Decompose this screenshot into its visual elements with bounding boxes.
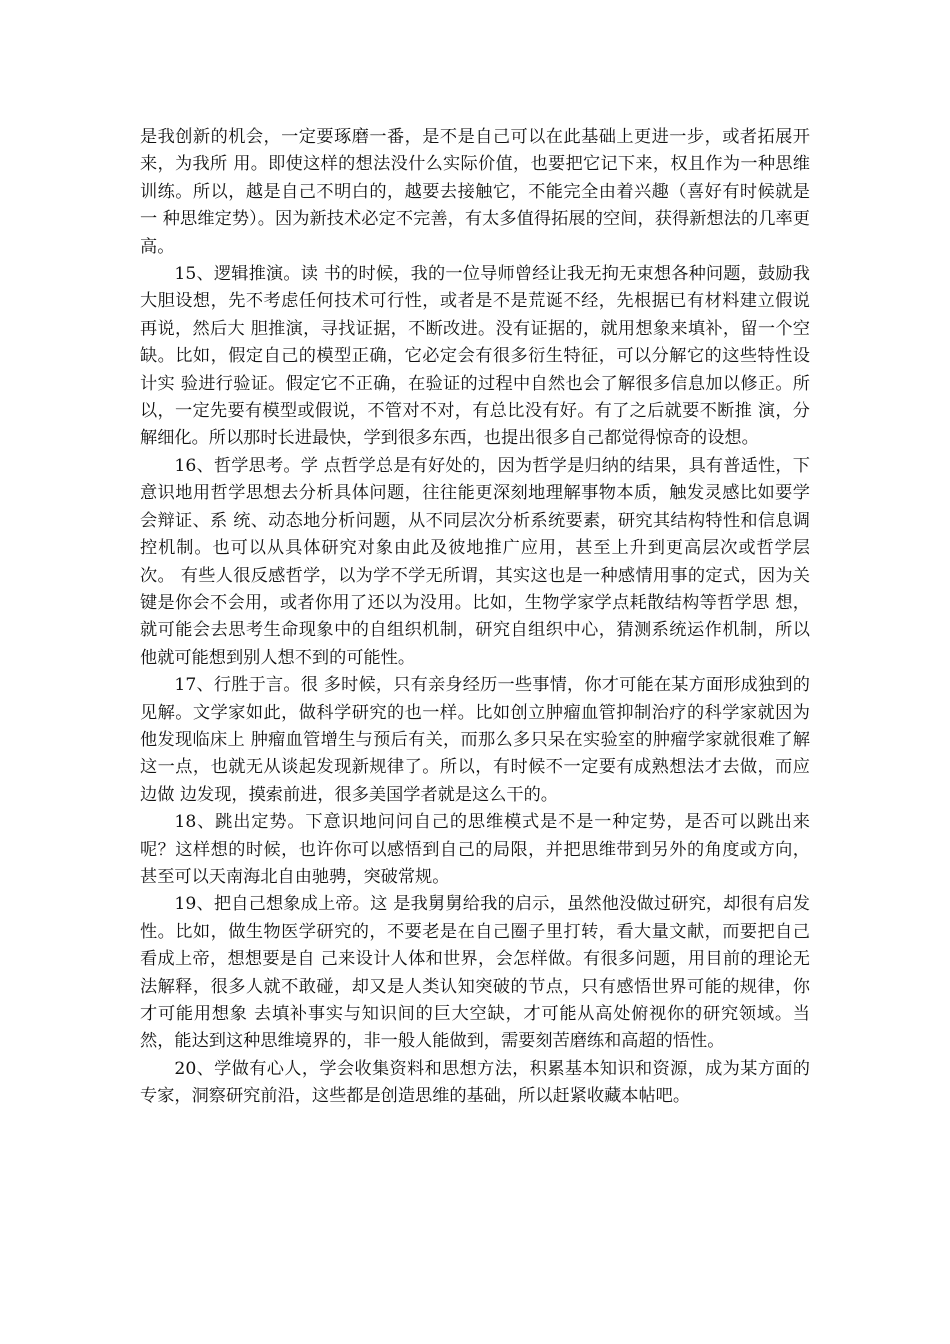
paragraph-20-be-attentive: 20、学做有心人，学会收集资料和思想方法，积累基本知识和资源，成为某方面的专家，洞察研究前沿，这些都是创造思维的基础，所以赶紧收藏本帖吧。: [140, 1058, 810, 1107]
paragraph-continuation: 是我创新的机会，一定要琢磨一番，是不是自己可以在此基础上更进一步，或者拓展开来，为我所 用。即使这样的想法没什么实际价值，也要把它记下来，权且作为一种思维训练。所以，越是自己不明白的，越要去接触它，不能完全由着兴趣（喜好有时候就是一 种思维定势）。因为新技术必定不完善，有太多值得拓展的空间，获得新想法的几率更高。: [140, 127, 810, 257]
paragraph-18-break-mindset: 18、跳出定势。下意识地问问自己的思维模式是不是一种定势，是否可以跳出来呢？这样想的时候，也许你可以感悟到自己的局限，并把思维带到另外的角度或方向，甚至可以天南海北自由驰骋，突破常规。: [140, 812, 810, 887]
paragraph-15-logical-deduction: 15、逻辑推演。读 书的时候，我的一位导师曾经让我无拘无束想各种问题，鼓励我大胆设想，先不考虑任何技术可行性，或者是不是荒诞不经，先根据已有材料建立假说再说，然后大 胆推演，寻找证据，不断改进。没有证据的，就用想象来填补，留一个空缺。比如，假定自己的模型正确，它必定会有很多衍生特征，可以分解它的这些特性设计实 验进行验证。假定它不正确，在验证的过程中自然也会了解很多信息加以修正。所以，一定先要有模型或假说，不管对不对，有总比没有好。有了之后就要不断推 演，分解细化。所以那时长进最快，学到很多东西，也提出很多自己都觉得惊奇的设想。: [140, 264, 810, 449]
paragraph-19-imagine-god: 19、把自己想象成上帝。这 是我舅舅给我的启示，虽然他没做过研究，却很有启发性。比如，做生物医学研究的，不要老是在自己圈子里打转，看大量文献，而要把自己看成上帝，想想要是自 己来设计人体和世界，会怎样做。有很多问题，用目前的理论无法解释，很多人就不敢碰，却又是人类认知突破的节点，只有感悟世界可能的规律，你才可能用想象 去填补事实与知识间的巨大空缺，才可能从高处俯视你的研究领域。当然，能达到这种思维境界的，非一般人能做到，需要刻苦磨练和高超的悟性。: [140, 894, 810, 1052]
paragraph-17-action-over-words: 17、行胜于言。很 多时候，只有亲身经历一些事情，你才可能在某方面形成独到的见解。文学家如此，做科学研究的也一样。比如创立肿瘤血管抑制治疗的科学家就因为他发现临床上 肿瘤血管增生与预后有关，而那么多只呆在实验室的肿瘤学家就很难了解这一点，也就无从谈起发现新规律了。所以，有时候不一定要有成熟想法才去做，而应边做 边发现，摸索前进，很多美国学者就是这么干的。: [140, 675, 810, 805]
paragraph-16-philosophical-thinking: 16、哲学思考。学 点哲学总是有好处的，因为哲学是归纳的结果，具有普适性，下意识地用哲学思想去分析具体问题，往往能更深刻地理解事物本质，触发灵感比如要学会辩证、系 统、动态地分析问题，从不同层次分析系统要素，研究其结构特性和信息调控机制。也可以从具体研究对象由此及彼地推广应用，甚至上升到更高层次或哲学层次。 有些人很反感哲学，以为学不学无所谓，其实这也是一种感情用事的定式，因为关键是你会不会用，或者你用了还以为没用。比如，生物学家学点耗散结构等哲学思 想，就可能会去思考生命现象中的自组织机制，研究自组织中心，猜测系统运作机制，所以他就可能想到别人想不到的可能性。: [140, 455, 810, 668]
document-body: [140, 124, 810, 1111]
